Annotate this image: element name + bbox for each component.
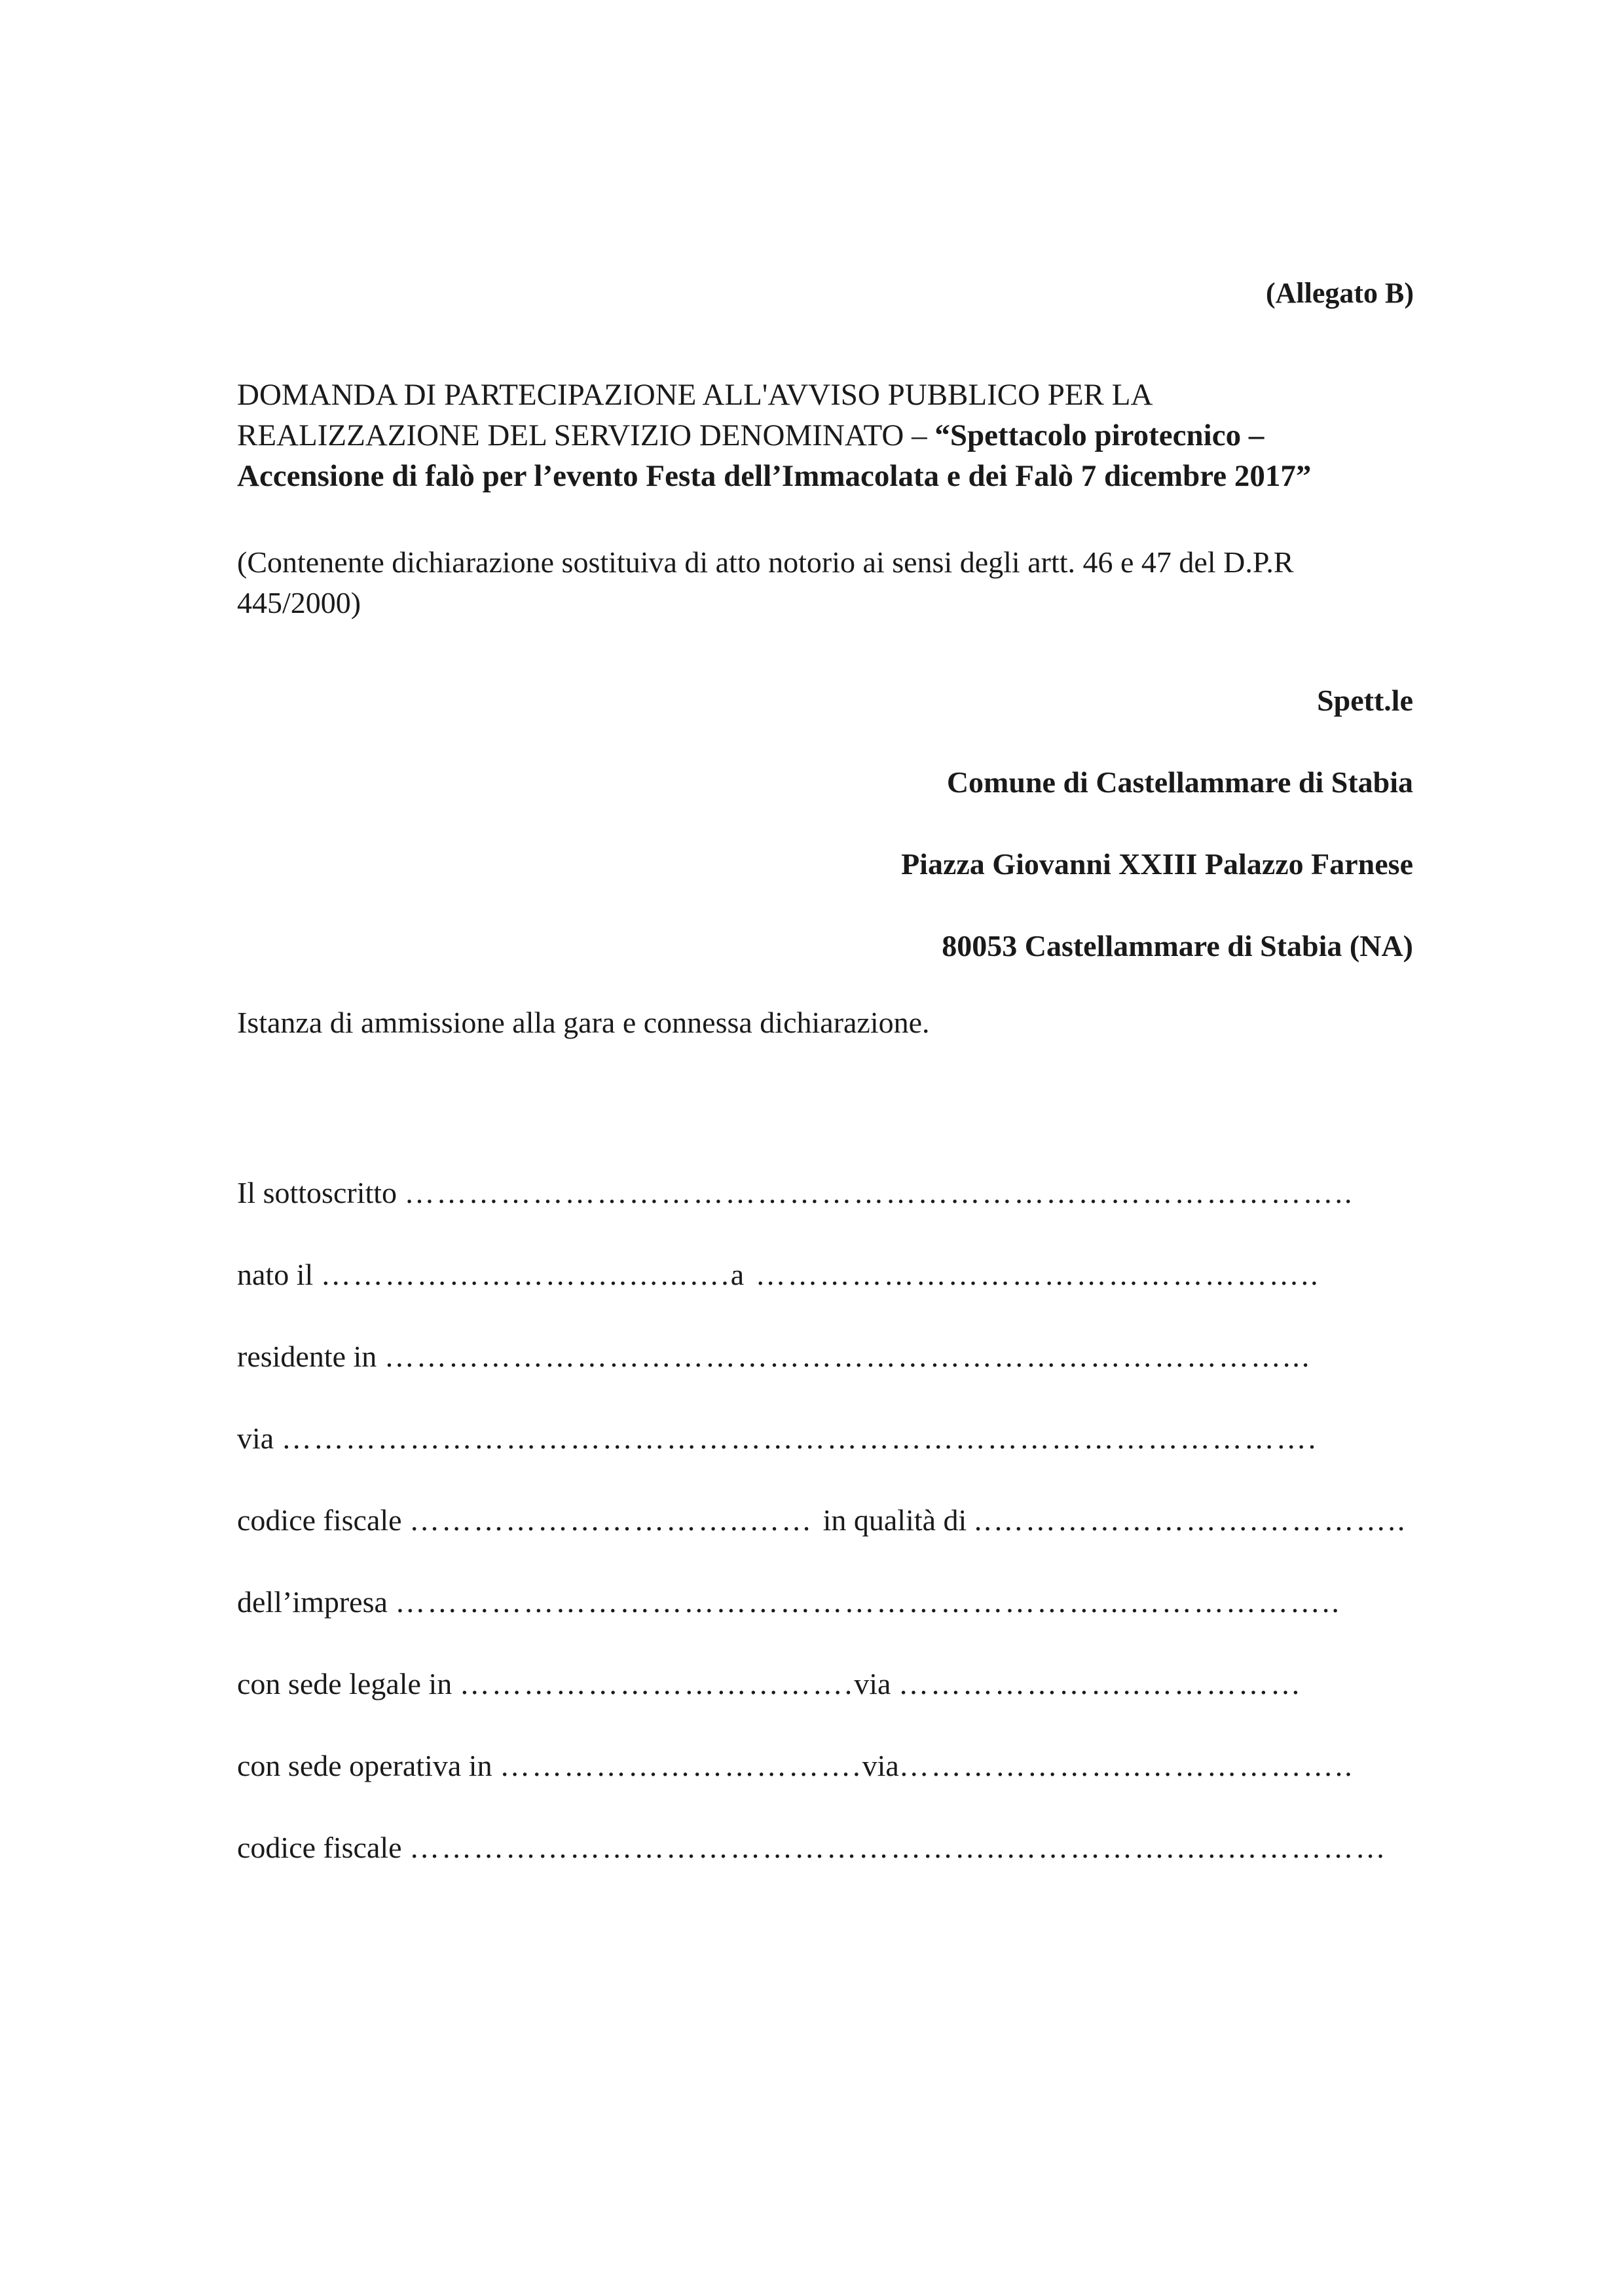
fill-in-dots[interactable]: ………………………..…...….a …………………………………………….. bbox=[320, 1258, 1320, 1291]
field-sede-operativa[interactable] bbox=[237, 1745, 1416, 1787]
fill-in-dots[interactable]: ……………………………………………………………………………………. bbox=[281, 1422, 1318, 1455]
title-line-1: DOMANDA DI PARTECIPAZIONE ALL'AVVISO PUBBLICO PER LA bbox=[237, 378, 1153, 412]
document-title bbox=[237, 375, 1311, 496]
allegato-label: (Allegato B) bbox=[1265, 277, 1414, 309]
field-label: dell’impresa bbox=[237, 1585, 396, 1619]
document-subtitle bbox=[237, 542, 1294, 623]
fill-in-dots[interactable]: …………………………………………………………………………... bbox=[384, 1340, 1312, 1373]
fill-in-dots[interactable]: …………………………..…… bbox=[409, 1503, 823, 1537]
field-label-via: via bbox=[854, 1667, 898, 1700]
field-sede-legale[interactable] bbox=[237, 1663, 1416, 1705]
subtitle-line-1: (Contenente dichiarazione sostituiva di atto notorio ai sensi degli artt. 46 e 47 del D.P.R bbox=[237, 545, 1294, 579]
fill-in-dots[interactable]: …………………………………………………………………………….. bbox=[404, 1176, 1354, 1209]
field-impresa[interactable] bbox=[237, 1581, 1416, 1623]
subtitle-line-2: 445/2000) bbox=[237, 586, 361, 619]
title-line-2-normal: REALIZZAZIONE DEL SERVIZIO DENOMINATO – bbox=[237, 418, 935, 452]
field-label: con sede operativa in bbox=[237, 1749, 500, 1782]
field-label: con sede legale in bbox=[237, 1667, 460, 1700]
recipient-name: Comune di Castellammare di Stabia bbox=[946, 765, 1413, 799]
title-line-2 bbox=[237, 415, 1311, 456]
field-label-qualita: in qualità di bbox=[822, 1503, 974, 1537]
title-line-3: Accensione di falò per l’evento Festa dell’Immacolata e dei Falò 7 dicembre 2017” bbox=[237, 459, 1312, 493]
field-label: codice fiscale bbox=[237, 1831, 410, 1864]
field-codice-fiscale-2[interactable] bbox=[237, 1827, 1416, 1869]
recipient-street: Piazza Giovanni XXIII Palazzo Farnese bbox=[901, 847, 1413, 881]
field-sottoscritto[interactable] bbox=[237, 1172, 1416, 1214]
recipient-city: 80053 Castellammare di Stabia (NA) bbox=[942, 929, 1413, 963]
istanza-text: Istanza di ammissione alla gara e connessa dichiarazione. bbox=[237, 1006, 930, 1039]
field-label: via bbox=[237, 1422, 282, 1455]
field-label: residente in bbox=[237, 1340, 384, 1373]
fill-in-dots[interactable]: …………………………………………………………...……………….. bbox=[395, 1585, 1341, 1619]
field-label: nato il bbox=[237, 1258, 321, 1291]
field-residente[interactable] bbox=[237, 1336, 1416, 1378]
field-codice-fiscale[interactable] bbox=[237, 1499, 1416, 1541]
fill-in-dots[interactable]: ..…………………….………….. bbox=[974, 1503, 1407, 1537]
recipient-salutation: Spett.le bbox=[1317, 684, 1413, 717]
field-label: Il sottoscritto bbox=[237, 1176, 405, 1209]
fill-in-dots[interactable]: ………………………………. bbox=[459, 1667, 855, 1700]
field-nato[interactable] bbox=[237, 1254, 1416, 1296]
field-via[interactable] bbox=[237, 1418, 1416, 1460]
fill-in-dots[interactable]: ……………………………. bbox=[500, 1749, 862, 1782]
fill-in-dots[interactable]: …………………..…………… bbox=[898, 1667, 1302, 1700]
fill-in-dots[interactable]: …………………..……………….. bbox=[898, 1749, 1354, 1782]
title-line-2-bold: “Spettacolo pirotecnico – bbox=[934, 418, 1264, 452]
fill-in-dots[interactable]: ………………………………………………..…………….…..…………… bbox=[409, 1831, 1388, 1864]
field-label-via: via bbox=[862, 1749, 899, 1782]
field-label: codice fiscale bbox=[237, 1503, 410, 1537]
